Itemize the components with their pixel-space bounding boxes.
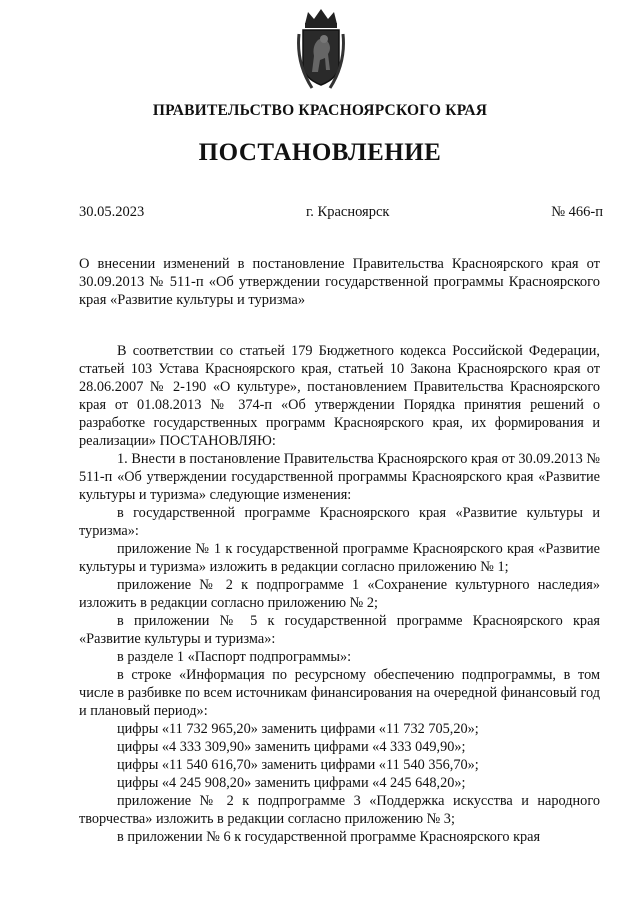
paragraph: цифры «11 732 965,20» заменить цифрами «11 732 705,20»; (117, 721, 479, 737)
paragraph: приложение № 2 к подпрограмме 1 «Сохранение культурного наследия» изложить в редакции согласно приложению № 2; (79, 577, 600, 611)
paragraph: приложение № 2 к подпрограмме 3 «Поддержка искусства и народного творчества» изложить в редакции согласно приложению № 3; (79, 793, 600, 827)
paragraph: 1. Внести в постановление Правительства Красноярского края от 30.09.2013 № 511-п «Об утверждении государственной программы Красноярского края «Развитие культуры и туризма» следующие изменения: (79, 451, 600, 503)
document-date: 30.05.2023 (79, 204, 145, 220)
paragraph: в разделе 1 «Паспорт подпрограммы»: (117, 649, 352, 665)
paragraph: в государственной программе Красноярского края «Развитие культуры и туризма»: (79, 505, 600, 539)
document-number: № 466-п (551, 204, 603, 220)
paragraph: В соответствии со статьей 179 Бюджетного кодекса Российской Федерации, статьей 103 Устава Красноярского края, статьей 10 Закона Красноярского края от 28.06.2007 № 2-190 «О культуре», постановлением Правительства Красноярского края от 01.08.2013 № 374-п «Об утверждении Порядка принятия решений о разработке государственных программ Красноярского края, их формирования и реализации» ПОСТАНОВЛЯЮ: (79, 343, 600, 449)
document-body (79, 342, 600, 846)
paragraph: в приложении № 6 к государственной программе Красноярского края (117, 829, 541, 845)
krasnoyarsk-coat-of-arms-icon (296, 8, 346, 92)
document-type-title: ПОСТАНОВЛЕНИЕ (198, 139, 442, 166)
paragraph: цифры «11 540 616,70» заменить цифрами «11 540 356,70»; (117, 757, 479, 773)
organization-title: ПРАВИТЕЛЬСТВО КРАСНОЯРСКОГО КРАЯ (152, 102, 488, 119)
paragraph: приложение № 1 к государственной программе Красноярского края «Развитие культуры и туризма» изложить в редакции согласно приложению № 1; (79, 541, 600, 575)
document-city: г. Красноярск (305, 204, 390, 220)
document-subject: О внесении изменений в постановление Правительства Красноярского края от 30.09.2013 № 511-п «Об утверждении государственной программы Красноярского края «Развитие культуры и туризма» (79, 256, 600, 308)
document-meta-row (79, 204, 603, 221)
paragraph: в строке «Информация по ресурсному обеспечению подпрограммы, в том числе в разбивке по всем источникам финансирования на очередной финансовый год и плановый период»: (79, 667, 600, 719)
paragraph: цифры «4 333 309,90» заменить цифрами «4 333 049,90»; (117, 739, 466, 755)
paragraph: цифры «4 245 908,20» заменить цифрами «4 245 648,20»; (117, 775, 466, 791)
paragraph: в приложении № 5 к государственной программе Красноярского края «Развитие культуры и туризма»: (79, 613, 600, 647)
